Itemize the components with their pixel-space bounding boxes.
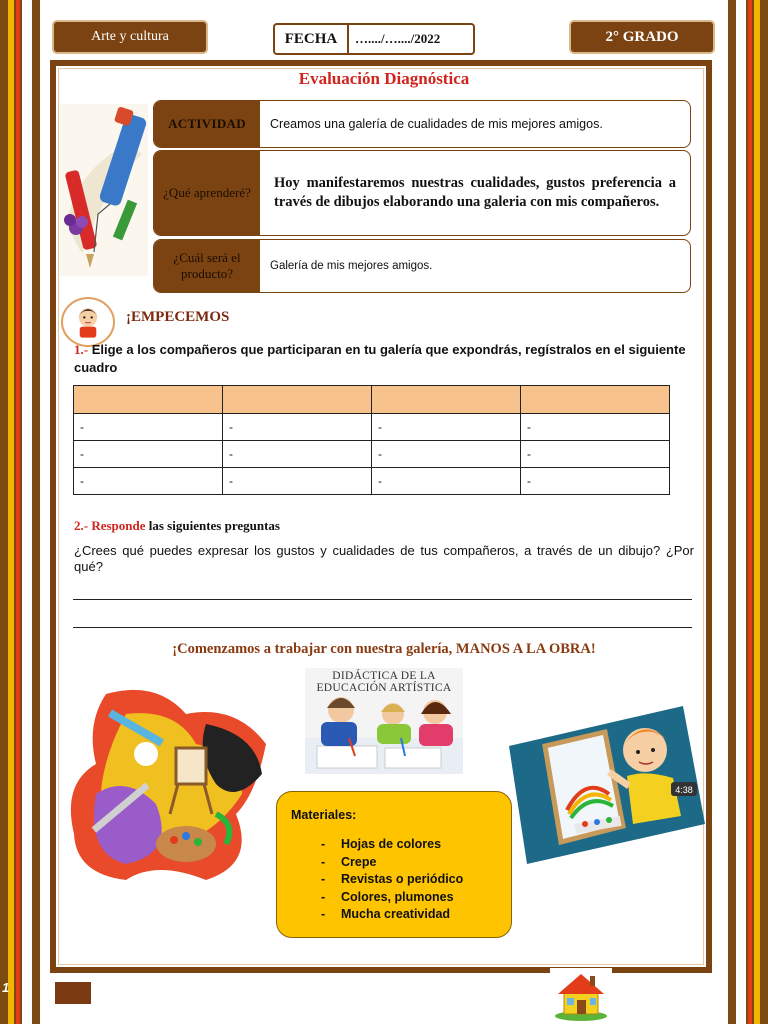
table-row [74,414,670,441]
table-cell[interactable]: - [223,468,372,495]
crayon-illustration [60,104,148,276]
date-value: …..../…..../2022 [355,31,441,46]
list-item: - Mucha creatividad [321,907,451,921]
home-icon[interactable] [550,968,612,1022]
table-cell[interactable]: - [223,441,372,468]
table-cell[interactable]: - [372,441,521,468]
answer-line[interactable] [73,599,692,600]
activity-text: Creamos una galería de cualidades de mis mejores amigos. [270,117,603,131]
page-number: 1 [2,980,10,995]
table-cell[interactable]: - [74,441,223,468]
question-2-instruction: las siguientes preguntas [145,518,280,533]
page-title: Evaluación Diagnóstica [298,69,470,88]
right-border [728,0,768,1024]
child-icon [61,297,115,347]
question-1 [74,341,694,376]
table-cell[interactable]: - [74,414,223,441]
footer-block [55,982,91,1004]
list-item: - Crepe [321,854,377,869]
art-supplies-splash [66,684,272,888]
photo-caption: DIDÁCTICA DE LA EDUCACIÓN ARTÍSTICA [316,670,452,695]
video-timer: 4:38 [675,785,693,795]
subject-label: Arte y cultura [52,20,208,54]
child-painting-easel [505,706,705,864]
question-1-number: 1.- [74,342,89,357]
materials-box [276,791,512,938]
list-item: - Revistas o periódico [321,872,464,886]
list-item: - Colores, plumones [321,889,454,904]
children-drawing-photo [305,668,463,774]
work-heading: ¡Comenzamos a trabajar con nuestra galería, MANOS A LA OBRA! [172,641,596,657]
table-cell[interactable]: - [521,441,670,468]
table-row [74,441,670,468]
table-cell[interactable]: - [521,414,670,441]
table-cell[interactable]: - [372,468,521,495]
materials-title: Materiales: [291,808,357,822]
start-heading: ¡EMPECEMOS [126,309,230,325]
materials-list [291,836,497,924]
grade-label: 2° GRADO [569,20,715,54]
table-cell[interactable]: - [74,468,223,495]
product-row [153,239,691,293]
activity-label: ACTIVIDAD [154,101,260,147]
date-field [273,23,475,55]
learn-label: ¿Qué aprenderé? [154,151,260,235]
table-header-row [74,386,670,414]
date-label: FECHA [275,25,349,53]
learn-row [153,150,691,236]
answer-line[interactable] [73,627,692,628]
question-2-text: ¿Crees qué puedes expresar los gustos y cualidades de tus compañeros, a través de un dibujo? ¿Por qué? [74,543,694,574]
table-row [74,468,670,495]
classmates-table [73,385,670,495]
question-2 [74,518,280,534]
question-1-text: Elige a los compañeros que participaran en tu galería que expondrás, regístralos en el siguiente cuadro [74,342,686,375]
table-cell[interactable]: - [372,414,521,441]
table-cell[interactable]: - [521,468,670,495]
question-2-number: 2.- Responde [74,518,146,533]
learn-text: Hoy manifestaremos nuestras cualidades, gustos preferencia a través de dibujos elaborando una galeria con mis compañeros. [274,175,676,210]
activity-row [153,100,691,148]
product-text: Galería de mis mejores amigos. [270,260,433,272]
product-label: ¿Cuál será el producto? [154,240,260,292]
list-item: - Hojas de colores [321,837,442,851]
table-cell[interactable]: - [223,414,372,441]
left-border [0,0,40,1024]
